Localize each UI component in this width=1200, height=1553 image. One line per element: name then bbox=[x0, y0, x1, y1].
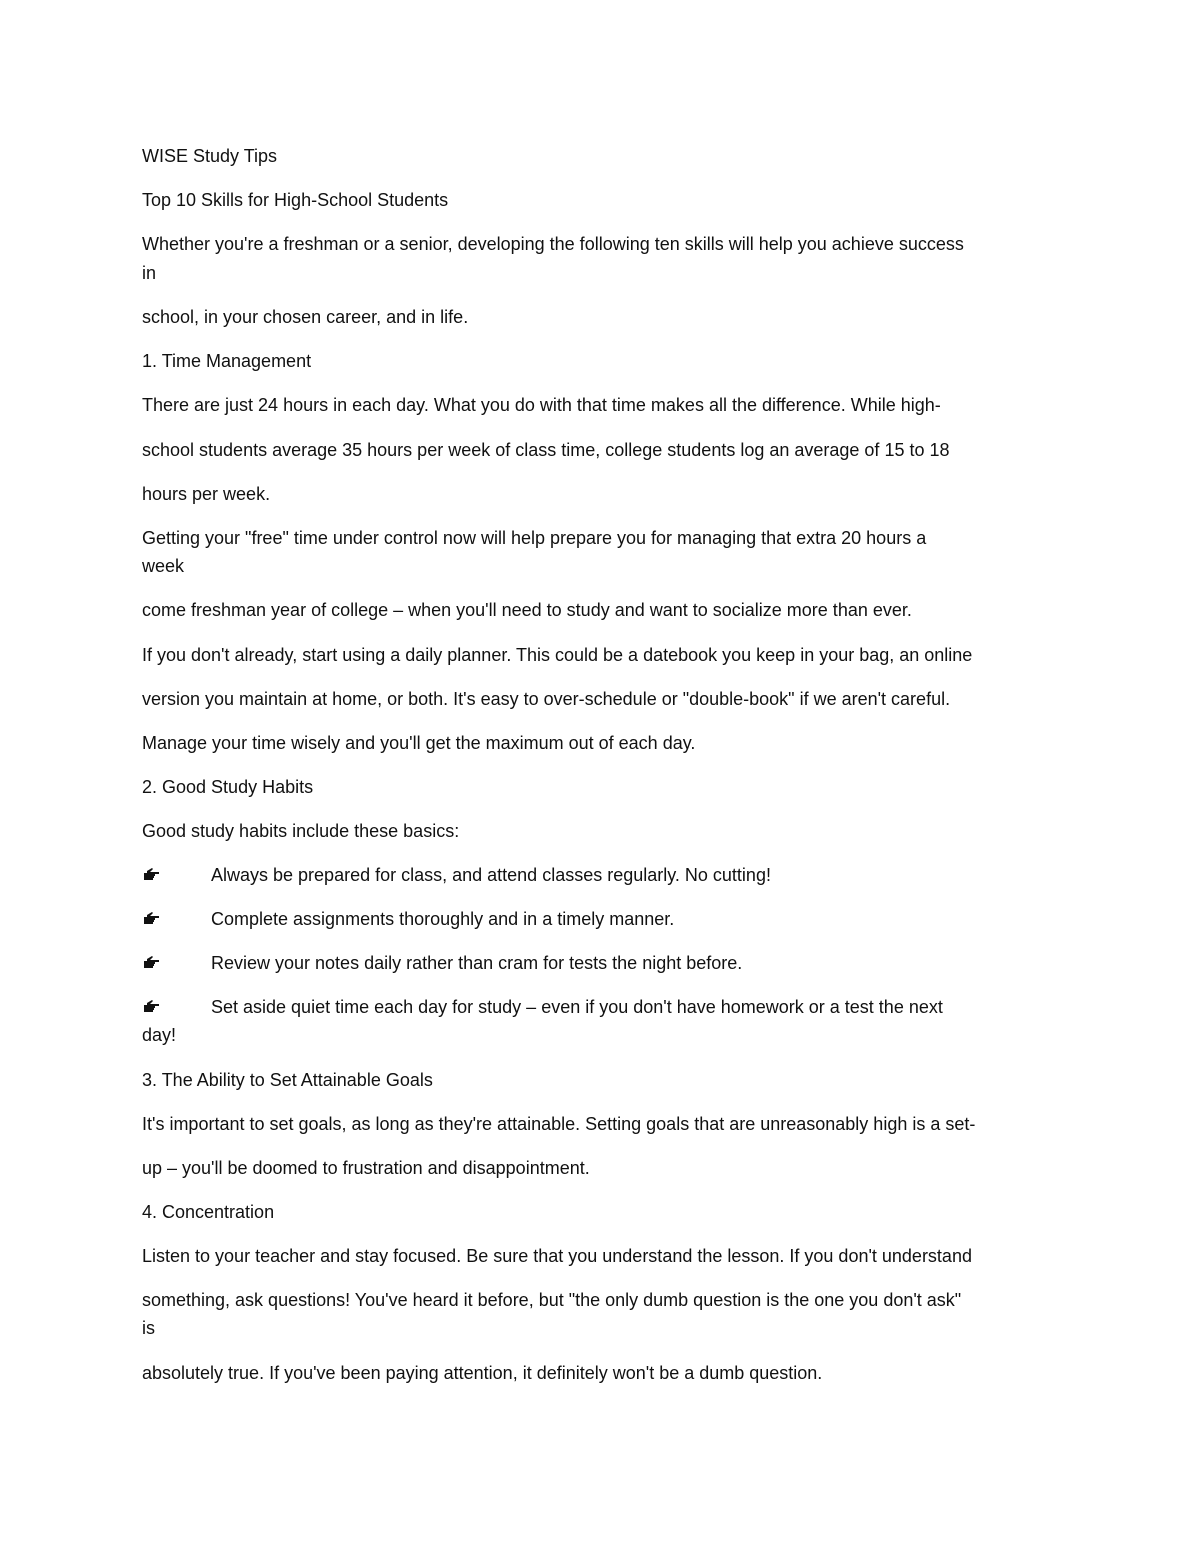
paragraph-line: something, ask questions! You've heard it before, but "the only dumb question is the one you don't ask" bbox=[142, 1290, 962, 1310]
section-heading: 4. Concentration bbox=[142, 1202, 275, 1222]
paragraph-line: is bbox=[142, 1318, 155, 1338]
bullet-item: Review your notes daily rather than cram for tests the night before. bbox=[211, 953, 743, 973]
paragraph-line: week bbox=[142, 556, 185, 576]
intro-line: school, in your chosen career, and in life. bbox=[142, 307, 469, 327]
section-heading: 3. The Ability to Set Attainable Goals bbox=[142, 1070, 433, 1090]
bullet-item: Complete assignments thoroughly and in a timely manner. bbox=[211, 909, 675, 929]
paragraph-line: come freshman year of college – when you'll need to study and want to socialize more than ever. bbox=[142, 600, 912, 620]
paragraph-line: up – you'll be doomed to frustration and disappointment. bbox=[142, 1158, 590, 1178]
section-heading: 1. Time Management bbox=[142, 351, 312, 371]
pointing-hand-icon bbox=[144, 912, 159, 924]
paragraph-line: Getting your "free" time under control now will help prepare you for managing that extra 20 hours a bbox=[142, 528, 927, 548]
intro-line: Whether you're a freshman or a senior, developing the following ten skills will help you achieve success bbox=[142, 234, 964, 254]
paragraph-line: If you don't already, start using a daily planner. This could be a datebook you keep in your bag, an online bbox=[142, 645, 973, 665]
pointing-hand-icon bbox=[144, 956, 159, 968]
paragraph-line: version you maintain at home, or both. It's easy to over-schedule or "double-book" if we aren't careful. bbox=[142, 689, 951, 709]
bullet-item: Set aside quiet time each day for study – even if you don't have homework or a test the next bbox=[211, 997, 943, 1017]
paragraph-line: school students average 35 hours per week of class time, college students log an average of 15 to 18 bbox=[142, 440, 950, 460]
paragraph-line: Good study habits include these basics: bbox=[142, 821, 460, 841]
document-subtitle: Top 10 Skills for High-School Students bbox=[142, 190, 449, 210]
paragraph-line: Manage your time wisely and you'll get the maximum out of each day. bbox=[142, 733, 696, 753]
section-heading: 2. Good Study Habits bbox=[142, 777, 314, 797]
bullet-item: Always be prepared for class, and attend classes regularly. No cutting! bbox=[211, 865, 771, 885]
pointing-hand-icon bbox=[144, 868, 159, 880]
paragraph-line: Listen to your teacher and stay focused. Be sure that you understand the lesson. If you don't understand bbox=[142, 1246, 972, 1266]
document-title: WISE Study Tips bbox=[142, 146, 278, 166]
pointing-hand-icon bbox=[144, 1000, 159, 1012]
bullet-continuation: day! bbox=[142, 1025, 177, 1045]
paragraph-line: There are just 24 hours in each day. What you do with that time makes all the difference. While high- bbox=[142, 395, 941, 415]
paragraph-line: absolutely true. If you've been paying attention, it definitely won't be a dumb question. bbox=[142, 1363, 823, 1383]
intro-line: in bbox=[142, 263, 157, 283]
paragraph-line: hours per week. bbox=[142, 484, 271, 504]
paragraph-line: It's important to set goals, as long as they're attainable. Setting goals that are unreasonably high is a set- bbox=[142, 1114, 976, 1134]
